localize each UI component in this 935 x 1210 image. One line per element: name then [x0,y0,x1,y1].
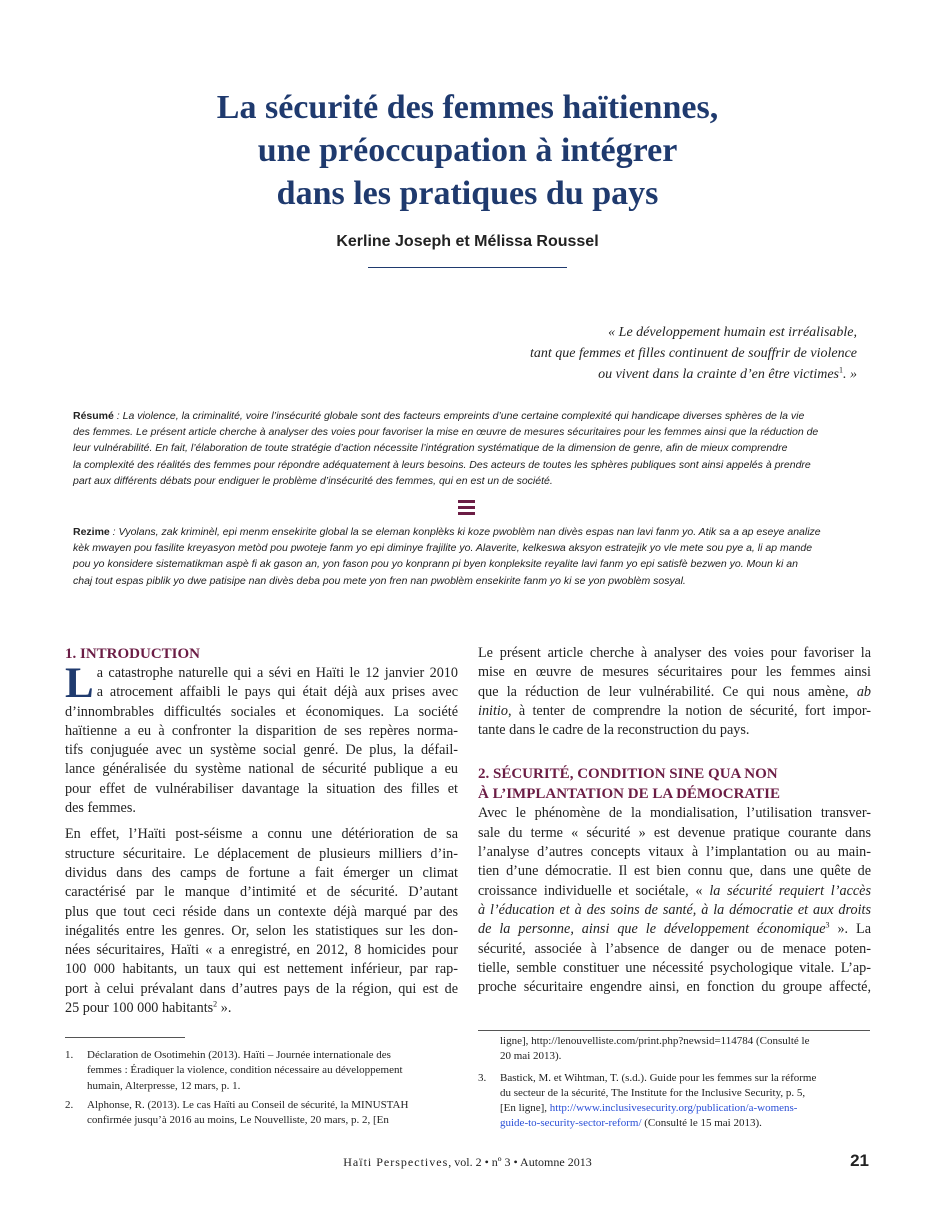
text-line: d’innombrables difficultés sociales et économiques. La société [65,703,458,720]
footnote-link[interactable]: guide-to-security-sector-reform/ [500,1117,642,1130]
text-fragment: ». [217,1000,232,1017]
footnote-ref-3[interactable]: 3 [825,920,830,930]
authors-divider [368,267,567,268]
journal-name: Haïti Perspectives [343,1155,449,1169]
abstract-text: : Vyolans, zak kriminèl, epi menm ensekirite global la se eleman konplèks ki koze pwoblèm nan divès espas nan lavi fanm yo. Atik sa a ap eseye analize [109,526,821,538]
text-line: a atrocement affaibli le pays qui était déjà aux prises avec [96,684,458,701]
text-line: tante dans le cadre de la reconstruction du pays. [478,722,750,739]
footnote-2-continued [478,1034,871,1065]
footnote-line: 20 mai 2013). [500,1050,562,1063]
text-fragment: de la personne, ainsi que le développement économique [478,921,826,938]
footnote-line [500,1101,871,1116]
epigraph-close: . » [843,367,857,382]
text-fragment: (Consulté le 15 mai 2013). [641,1117,762,1130]
footnote-line: ligne], http://lenouvelliste.com/print.php?newsid=114784 (Consulté le [500,1035,810,1047]
article-title [120,86,815,215]
text-line: tien d’une démocratie. Il est bien connu que, dans une quête de [478,863,871,880]
abstract-line: kèk mwayen pou fasilite kreyasyon metòd pou pwoteje fanm yo epi diminye frajilite yo. Alaverite, kelkeswa aksyon estratejik yo vle mete sou pye a, li ap mande [73,542,813,555]
page-footer [0,1155,935,1170]
title-line: La sécurité des femmes haïtiennes, [216,89,719,126]
section-heading-securite [478,764,871,804]
footnote-number: 3. [478,1071,487,1084]
epigraph-quote [387,322,857,385]
text-line [478,920,871,939]
text-line: nées sécuritaires, Haïti « a enregistré, en 2012, 8 homicides pour [65,942,458,959]
text-fragment: [En ligne], [500,1102,550,1115]
footnote-line: Déclaration de Osotimehin (2013). Haïti – Journée internationale des [87,1049,391,1061]
page-number: 21 [850,1151,869,1170]
title-line: dans les pratiques du pays [276,175,659,212]
text-line: à l’éducation et à des soins de santé, à la démocratie et aux droits [478,901,871,918]
text-line: Avec le phénomène de la mondialisation, l’utilisation transver- [478,805,871,822]
text-line [478,882,871,901]
footnote-1 [65,1048,458,1094]
footnote-divider [478,1030,870,1031]
footnote-line: confirmée jusqu’à 2016 au moins, Le Nouvelliste, 20 mars, p. 2, [En [87,1114,389,1127]
epigraph-line: « Le développement humain est irréalisable, [608,325,857,340]
abstract-label: Résumé [73,410,114,422]
footnote-line: Alphonse, R. (2013). Le cas Haïti au Conseil de sécurité, la MINUSTAH [87,1098,409,1111]
abstract-creole [73,524,865,589]
text-fragment: ». La [829,921,871,938]
text-fragment: 25 pour 100 000 habitants [65,1000,214,1017]
text-line [478,702,871,721]
footnote-number: 2. [65,1098,74,1111]
abstract-line: la complexité des réalités des femmes pour répondre adéquatement à leurs besoins. Des acteurs de toutes les sphères publiques sont ainsi appelés à prendre [73,458,811,471]
footnote-number: 1. [65,1049,74,1061]
body-column-left [65,644,458,1025]
text-line: l’analyse d’autres concepts vitaux à l’implantation ou au main- [478,844,871,861]
text-line: sale du terme « sécurité » est devenue pratique courante dans [478,824,871,841]
abstract-line [73,524,865,540]
text-line [478,683,871,702]
abstract-line [73,408,865,424]
text-fragment: que la réduction de leur vulnérabilité. Ce qui nous amène, [478,683,857,700]
text-line: sécurité, associée à l’absence de danger ou de menace poten- [478,940,871,957]
footnote-3 [478,1071,871,1132]
footnote-line [500,1116,871,1131]
text-line: port à celui prévalant dans d’autres pays de la région, qui est de [65,980,458,997]
text-line: inégalités entre les genres. Or, selon les statistiques sur les don- [65,922,458,939]
abstract-label: Rezime [73,526,110,538]
footnote-divider [65,1037,185,1038]
footnote-line: Bastick, M. et Wihtman, T. (s.d.). Guide pour les femmes sur la réforme [500,1071,817,1084]
text-line: tifs conjuguée avec un système social genré. De plus, la défail- [65,742,458,759]
footnote-2 [65,1098,458,1129]
footnote-ref-2[interactable]: 2 [213,999,218,1009]
footnotes-right [478,1034,871,1136]
text-line: 100 000 habitants, un taux qui est nettement inférieur, par rap- [65,961,458,978]
text-line: haïtienne a eu à confronter la disparition de ses repères norma- [65,722,458,739]
footnote-link[interactable]: http://www.inclusivesecurity.org/publication/a-womens- [549,1102,798,1115]
paragraph [478,644,871,740]
abstract-line: part aux différents débats pour endiguer le problème d’insécurité des femmes, qui en est un de société. [73,474,553,487]
text-fragment: ab [856,683,871,700]
text-line: a catastrophe naturelle qui a sévi en Haïti le 12 janvier 2010 [96,665,458,681]
text-line: lance généralisée du système national de sécurité publique a eu [65,761,458,778]
text-fragment: , à tenter de comprendre la notion de sécurité, fort impor- [507,702,871,719]
epigraph-line [387,364,857,385]
text-fragment: la sécurité requiert l’accès [709,882,871,899]
paragraph [478,804,871,997]
body-column-right [478,644,871,1004]
paragraph [65,660,458,818]
issue-info: , vol. 2 • nº 3 • Automne 2013 [448,1155,592,1169]
footnote-line: femmes : Éradiquer la violence, condition nécessaire au développement [87,1064,403,1077]
footnotes-left [65,1048,458,1132]
epigraph-line: tant que femmes et filles continuent de souffrir de violence [530,346,857,361]
text-line: plus que tout ceci réside dans un contexte déjà marqué par des [65,903,458,920]
abstract-separator-icon [458,500,475,516]
text-line: dividus dans des camps de fortune a fait émerger un climat [65,864,458,881]
text-line: mise en œuvre de mesures sécuritaires pour les femmes ainsi [478,664,871,681]
footnote-ref-1[interactable]: 1 [839,365,843,375]
abstract-line: pou yo konsidere sistematikman aspè fi ak gason an, yon fason pou yo konprann pi byen konpleksite reyalite lavi fanm yo epi satisfè bezwen yo. Moun ki an [73,558,798,571]
text-line: tielle, semble constituer une nécessité psychologique vitale. L’ap- [478,959,871,976]
article-authors: Kerline Joseph et Mélissa Roussel [336,233,599,250]
text-line: Le présent article cherche à analyser des voies pour favoriser la [478,645,871,661]
abstract-line: des femmes. Le présent article cherche à analyser des voies pour favoriser la mise en œuvre de mesures sécuritaires pour les femmes ainsi que la réduction de [73,426,819,439]
abstract-french [73,408,865,489]
text-line: caractérisé par le manque d’intimité et de sécurité. D’autant [65,884,458,901]
text-fragment: croissance individuelle et sociétale, « [478,882,710,899]
heading-line: À L’IMPLANTATION DE LA DÉMOCRATIE [478,786,780,803]
drop-cap: L [65,660,94,707]
epigraph-line-text: ou vivent dans la crainte d’en être victimes [598,367,839,382]
footnote-line: du secteur de la sécurité, The Institute for the Inclusive Security, p. 5, [500,1086,806,1099]
section-heading-introduction: 1. INTRODUCTION [65,646,201,662]
abstract-line: chaj tout espas piblik yo dwe patisipe nan divès deba pou mete yon fren nan pwoblèm ensekirite fanm yo ki se yon pwoblèm sosyal. [73,574,686,587]
abstract-text: : La violence, la criminalité, voire l’insécurité globale sont des facteurs empreints d’une certaine complexité qui handicape diverses sphères de la vie [113,410,805,422]
footnote-line: humain, Alterpresse, 12 mars, p. 1. [87,1079,241,1092]
text-line: des femmes. [65,800,136,817]
paragraph [65,825,458,1018]
text-line: En effet, l’Haïti post-séisme a connu une détérioration de sa [65,826,458,843]
title-line: une préoccupation à intégrer [257,132,678,169]
abstract-line: leur vulnérabilité. En fait, l’élaboration de toute stratégie d’action nécessite l’intégration systématique de la dimension de genre, afin de mieux comprendre [73,442,788,455]
text-line: pour effet de vulnérabiliser davantage la situation des filles et [65,780,458,797]
heading-line: 2. SÉCURITÉ, CONDITION SINE QUA NON [478,766,778,783]
text-line [65,999,458,1018]
text-line: proche sécuritaire engendre ainsi, en fonction du groupe affecté, [478,979,871,996]
text-line: structure sécuritaire. Le déplacement de plusieurs milliers d’in- [65,845,458,862]
text-fragment: initio [478,702,508,719]
